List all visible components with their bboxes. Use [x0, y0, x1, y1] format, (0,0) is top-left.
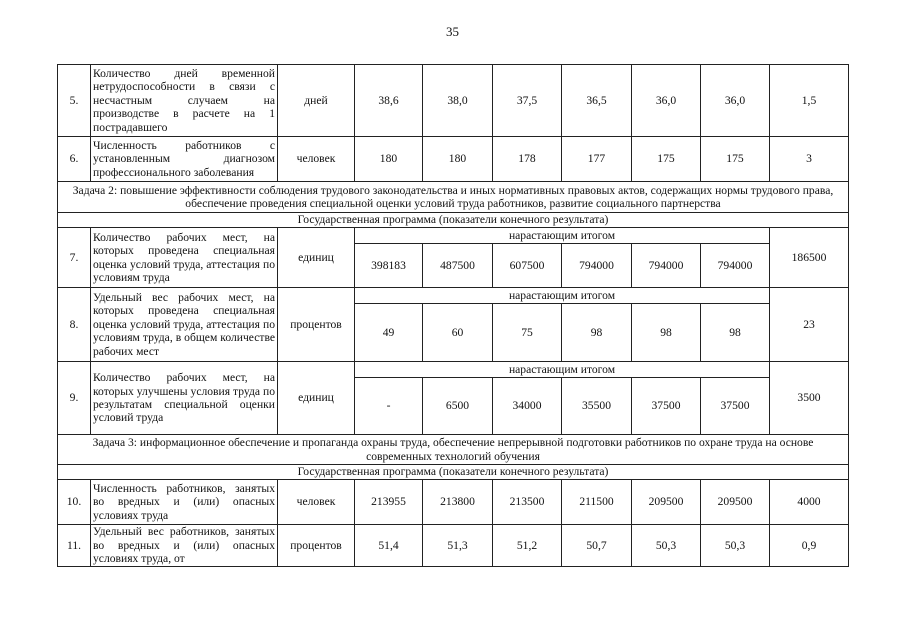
unit-cell: процентов — [278, 525, 355, 567]
cumulative-label: нарастающим итогом — [355, 288, 770, 304]
value-cell: 35500 — [562, 378, 632, 435]
change-cell: 1,5 — [770, 65, 849, 137]
value-cell: - — [355, 378, 423, 435]
row-number: 9. — [58, 362, 91, 435]
indicator-name: Удельный вес работников, занятых во вредных и (или) опасных условиях труда, от — [91, 525, 278, 567]
value-cell: 607500 — [493, 244, 562, 288]
row-number: 8. — [58, 288, 91, 362]
program-row — [58, 213, 849, 228]
indicator-name: Количество рабочих мест, на которых улучшены условия труда по результатам специальной оценки условий труда — [91, 362, 278, 435]
table-row — [58, 480, 849, 525]
value-cell: 209500 — [632, 480, 701, 525]
task-row — [58, 182, 849, 213]
task-3-heading: Задача 3: информационное обеспечение и пропаганда охраны труда, обеспечение непрерывной подготовки работников по охране труда на основе современных технологий обучения — [58, 435, 849, 465]
change-cell: 4000 — [770, 480, 849, 525]
cumulative-label: нарастающим итогом — [355, 228, 770, 244]
value-cell: 38,0 — [423, 65, 493, 137]
value-cell: 794000 — [632, 244, 701, 288]
value-cell: 213500 — [493, 480, 562, 525]
value-cell: 98 — [562, 304, 632, 362]
indicator-name: Численность работников, занятых во вредных и (или) опасных условиях труда — [91, 480, 278, 525]
value-cell: 51,2 — [493, 525, 562, 567]
value-cell: 50,3 — [701, 525, 770, 567]
value-cell: 213800 — [423, 480, 493, 525]
value-cell: 36,0 — [632, 65, 701, 137]
table-row — [58, 362, 849, 378]
row-number: 7. — [58, 228, 91, 288]
row-number: 6. — [58, 137, 91, 182]
value-cell: 75 — [493, 304, 562, 362]
program-heading: Государственная программа (показатели конечного результата) — [58, 465, 849, 480]
change-cell: 3 — [770, 137, 849, 182]
value-cell: 398183 — [355, 244, 423, 288]
unit-cell: человек — [278, 137, 355, 182]
unit-cell: единиц — [278, 362, 355, 435]
table-row — [58, 65, 849, 137]
change-cell: 186500 — [770, 228, 849, 288]
value-cell: 175 — [701, 137, 770, 182]
value-cell: 51,3 — [423, 525, 493, 567]
value-cell: 50,3 — [632, 525, 701, 567]
task-row — [58, 435, 849, 465]
value-cell: 34000 — [493, 378, 562, 435]
change-cell: 0,9 — [770, 525, 849, 567]
indicator-name: Количество дней временной нетрудоспособности в связи с несчастным случаем на производстве в расчете на 1 пострадавшего — [91, 65, 278, 137]
row-number: 10. — [58, 480, 91, 525]
value-cell: 209500 — [701, 480, 770, 525]
row-number: 11. — [58, 525, 91, 567]
unit-cell: единиц — [278, 228, 355, 288]
unit-cell: процентов — [278, 288, 355, 362]
value-cell: 38,6 — [355, 65, 423, 137]
value-cell: 211500 — [562, 480, 632, 525]
change-cell: 3500 — [770, 362, 849, 435]
value-cell: 794000 — [562, 244, 632, 288]
value-cell: 37,5 — [493, 65, 562, 137]
change-cell: 23 — [770, 288, 849, 362]
value-cell: 177 — [562, 137, 632, 182]
value-cell: 6500 — [423, 378, 493, 435]
table-row — [58, 228, 849, 244]
value-cell: 37500 — [632, 378, 701, 435]
value-cell: 36,5 — [562, 65, 632, 137]
value-cell: 49 — [355, 304, 423, 362]
page-number: 35 — [446, 24, 459, 39]
row-number: 5. — [58, 65, 91, 137]
indicator-name: Количество рабочих мест, на которых проведена специальная оценка условий труда, аттестация по условиям труда — [91, 228, 278, 288]
unit-cell: дней — [278, 65, 355, 137]
unit-cell: человек — [278, 480, 355, 525]
indicators-table — [57, 64, 849, 567]
value-cell: 178 — [493, 137, 562, 182]
value-cell: 37500 — [701, 378, 770, 435]
value-cell: 180 — [423, 137, 493, 182]
value-cell: 51,4 — [355, 525, 423, 567]
task-2-heading: Задача 2: повышение эффективности соблюдения трудового законодательства и иных нормативных правовых актов, содержащих нормы трудового права, обеспечение проведения специальной оценки условий труда работников, развитие социального партнерства — [58, 182, 849, 213]
value-cell: 50,7 — [562, 525, 632, 567]
program-row — [58, 465, 849, 480]
value-cell: 36,0 — [701, 65, 770, 137]
table-row — [58, 288, 849, 304]
value-cell: 98 — [701, 304, 770, 362]
program-heading: Государственная программа (показатели конечного результата) — [58, 213, 849, 228]
value-cell: 213955 — [355, 480, 423, 525]
table-row — [58, 525, 849, 567]
value-cell: 487500 — [423, 244, 493, 288]
value-cell: 794000 — [701, 244, 770, 288]
value-cell: 175 — [632, 137, 701, 182]
value-cell: 60 — [423, 304, 493, 362]
indicator-name: Удельный вес рабочих мест, на которых проведена специальная оценка условий труда, аттестация по условиям труда, в общем количестве рабочих мест — [91, 288, 278, 362]
cumulative-label: нарастающим итогом — [355, 362, 770, 378]
table-row — [58, 137, 849, 182]
value-cell: 180 — [355, 137, 423, 182]
indicator-name: Численность работников с установленным диагнозом профессионального заболевания — [91, 137, 278, 182]
value-cell: 98 — [632, 304, 701, 362]
